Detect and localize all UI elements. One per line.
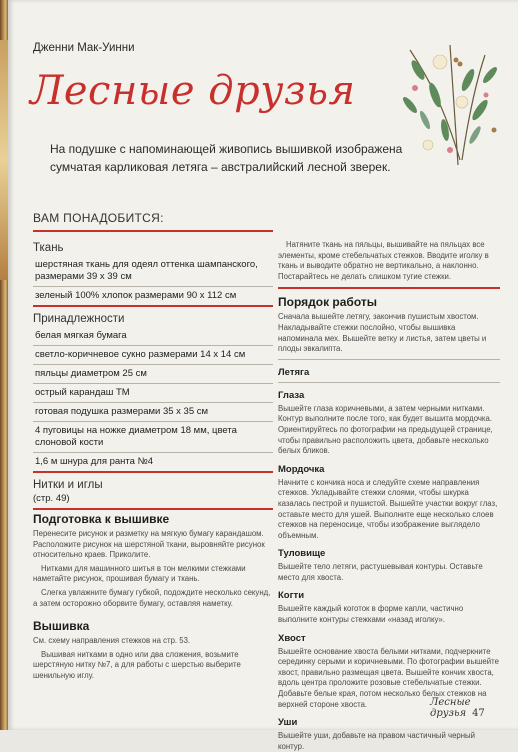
- divider: [278, 359, 500, 360]
- threads-group-title: Нитки и иглы: [33, 479, 103, 491]
- section-text-claws: Вышейте каждый коготок в форме капли, частично выполните контуры стежками «назад иголку».: [278, 604, 464, 625]
- order-paragraph: Сначала вышейте летягу, закончив пушистым хвостом. Накладывайте стежки послойно, чтобы вышивка напоминала мех. Вышейте ветку и листья, затем цветы и плоды эвкалипта.: [278, 312, 487, 354]
- needs-heading: ВАМ ПОНАДОБИТСЯ:: [33, 211, 164, 225]
- embroidery-paragraph: См. схему направления стежков на стр. 53.: [33, 636, 191, 646]
- embroidery-paragraph: Вышивая нитками в одно или два сложения, возьмите шерстяную нитку №7, а для работы с шерстью выберите шенильную иглу.: [33, 649, 241, 680]
- divider: [278, 382, 500, 383]
- section-title-tail: Хвост: [278, 632, 306, 644]
- list-item: готовая подушка размерами 35 x 35 см: [33, 403, 273, 422]
- list-item: зеленый 100% хлопок размерами 90 x 112 см: [33, 287, 273, 307]
- page-footer: [430, 697, 518, 719]
- section-text-tail: Вышейте основание хвоста белыми нитками, подчеркните серединку серыми и коричневыми. По фотографии вышейте хвост, правильно размещая цвета. Вышейте кончик хвоста, вдоль центра проложите розовые стебельчатые стежки. Добавьте белые края, потом несколько белых стежков на верхней стороне хвоста.: [278, 646, 499, 709]
- prep-paragraph: Слегка увлажните бумагу губкой, подождите несколько секунд, а затем осторожно оборвите бумагу, оставляя наметку.: [33, 587, 271, 608]
- supplies-group-title: Принадлежности: [33, 313, 125, 325]
- section-title-ears: Уши: [278, 717, 298, 729]
- footer-title: Лесные друзья: [430, 697, 471, 719]
- prep-heading: Подготовка к вышивке: [33, 512, 170, 526]
- list-item: 1,6 м шнура для ранта №4: [33, 453, 273, 473]
- list-item: пяльцы диаметром 25 см: [33, 365, 273, 384]
- list-item: белая мягкая бумага: [33, 327, 273, 346]
- author-name: Дженни Мак-Уинни: [33, 42, 135, 54]
- fabric-group-title: Ткань: [33, 242, 64, 254]
- spine-stripe: [0, 40, 8, 280]
- list-item: острый карандаш ТМ: [33, 384, 273, 403]
- list-item: шерстяная ткань для одеял оттенка шампанского, размерами 39 x 39 см: [33, 256, 273, 287]
- embroidery-heading: Вышивка: [33, 619, 90, 634]
- prep-paragraph: Перенесите рисунок и разметку на мягкую бумагу карандашом. Расположите рисунок на шерстяной ткани, выровняйте рисунок относительно краев. Приколите.: [33, 529, 265, 560]
- intro-instructions: Натяните ткань на пяльцы, вышивайте на пяльцах все элементы, кроме стебельчатых стежков. Вводите иголку в ткань и выводите обратно не вертикально, а наклонно. Постарайтесь не делать слишком тугие стежки.: [278, 240, 489, 281]
- section-title-claws: Когти: [278, 590, 305, 602]
- section-title-body: Туловище: [278, 548, 326, 560]
- section-title-muzzle: Мордочка: [278, 463, 325, 475]
- page-number: 47: [472, 708, 485, 719]
- squirrel-heading: Летяга: [278, 366, 310, 378]
- instructions-right: [278, 240, 500, 752]
- section-text-body: Вышейте тело летяги, растушевывая контуры. Оставьте место для хвоста.: [278, 562, 483, 582]
- threads-reference: (стр. 49): [33, 493, 70, 504]
- intro-paragraph: На подушке с напоминающей живопись вышивкой изображена сумчатая карликовая летяга – австралийский лесной зверек.: [50, 142, 403, 174]
- section-title-eyes: Глаза: [278, 389, 305, 401]
- list-item: светло-коричневое сукно размерами 14 x 14 см: [33, 346, 273, 365]
- list-item: 4 пуговицы на ножке диаметром 18 мм, цвета слоновой кости: [33, 422, 273, 453]
- materials-list: [33, 236, 273, 510]
- instructions-left: [33, 512, 273, 682]
- eucalyptus-illustration: [390, 40, 510, 170]
- threads-underline: [33, 508, 273, 510]
- section-text-ears: Вышейте уши, добавьте на правом частичный черный контур.: [278, 731, 476, 751]
- page-title: Лесные друзья: [30, 68, 356, 114]
- section-text-muzzle: Начните с кончика носа и следуйте схеме направления стежков. Укладывайте стежки слоями, чтобы шкурка казалась пестрой и пушистой. Вышейте участки вокруг глаз, оставьте место для ушей. Выполните еще несколько слоев стежков на переносице, чтобы изображение выглядело объемным.: [278, 477, 498, 540]
- needs-underline: [33, 230, 273, 232]
- prep-paragraph: Нитками для машинного шитья в тон мелкими стежками наметайте рисунок, прошивая бумагу и ткань.: [33, 563, 246, 584]
- book-spine: [0, 0, 8, 730]
- order-topline: [278, 287, 500, 289]
- order-heading: Порядок работы: [278, 295, 377, 310]
- section-text-eyes: Вышейте глаза коричневыми, а затем черными нитками. Контур выполните после того, как будет вышита мордочка. Ориентируйтесь по фотографии на предыдущей странице, чтобы правильно расположить цвета, добавьте несколько белых бликов.: [278, 403, 493, 456]
